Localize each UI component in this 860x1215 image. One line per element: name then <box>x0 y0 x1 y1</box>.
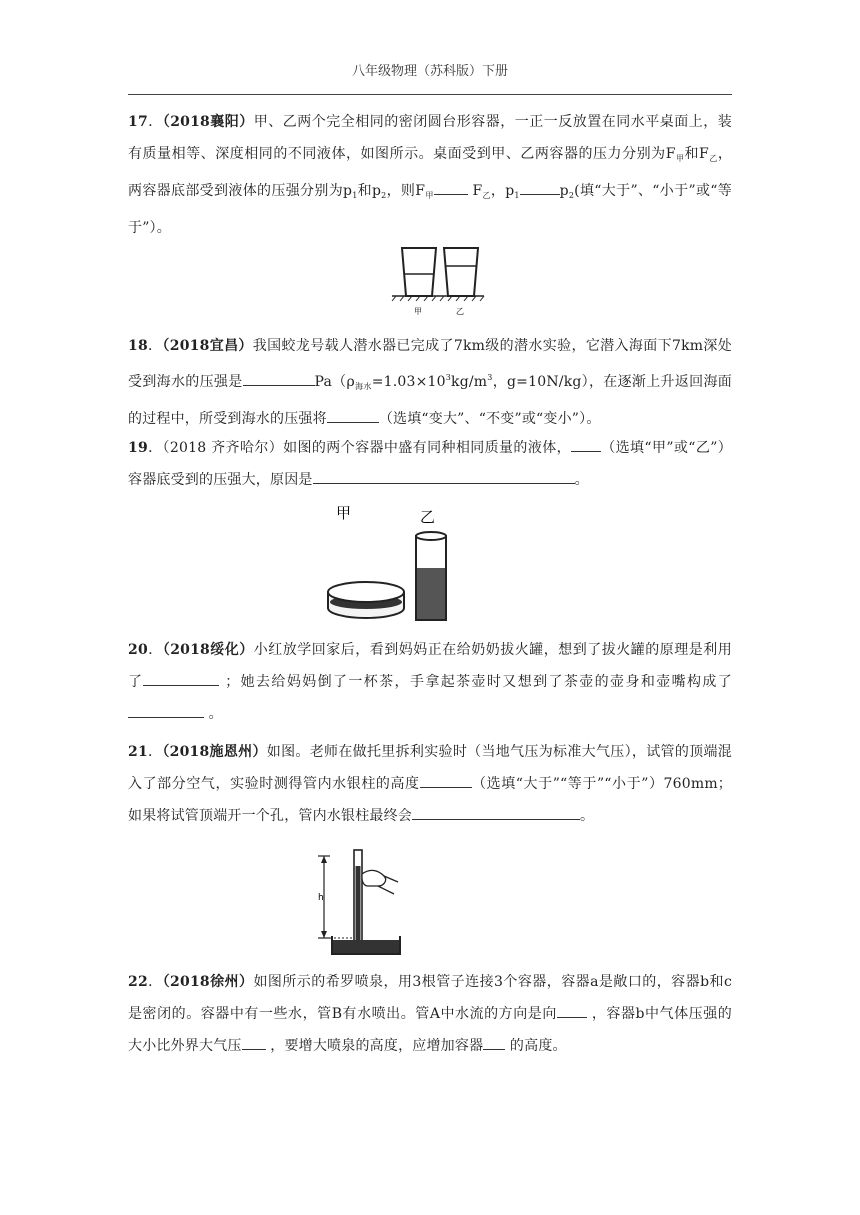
answer-blank[interactable] <box>571 436 601 452</box>
answer-blank[interactable] <box>434 179 468 195</box>
question-number: 22 <box>128 974 148 990</box>
page-header: 八年级物理（苏科版）下册 <box>351 64 508 79</box>
question-source: （2018 齐齐哈尔） <box>162 440 284 456</box>
label-jia: 甲 <box>414 307 422 316</box>
question-number: 19 <box>128 440 148 456</box>
question-19: 19．（2018 齐齐哈尔）如图的两个容器中盛有同种相同质量的液体， （选填“甲”或“乙”）容器底受到的压强大，原因是 。 <box>128 432 732 496</box>
answer-blank[interactable] <box>313 468 575 484</box>
question-number: 21 <box>128 744 148 760</box>
q21-torricelli-figure <box>312 846 406 958</box>
question-source: （2018宜昌） <box>162 338 253 354</box>
q19-containers-figure <box>322 500 454 626</box>
question-21: 21．（2018施恩州）如图。老师在做托里拆利实验时（当地气压为标准大气压），试管的顶端混入了部分空气，实验时测得管内水银柱的高度 （选填“大于”“等于”“小于”）760mm；如果将试管顶端开一个孔，管内水银柱最终会 。 <box>128 744 733 824</box>
question-17: 17．（2018襄阳）甲、乙两个完全相同的密闭圆台形容器，一正一反放置在同水平桌面上，装有质量相等、深度相同的不同液体，如图所示。桌面受到甲、乙两容器的压力分别为$F_甲$和$F_乙$，两容器底部受到液体的压强分别为$p_1$和$p_2$，则$F_甲$ $F_乙$，$p_1$ $p_2$(填“大于”、“小于”或“等于”）。 <box>128 114 733 236</box>
answer-blank[interactable] <box>128 702 204 718</box>
question-number: 20 <box>128 642 148 658</box>
header-rule <box>128 94 732 95</box>
question-number: 18 <box>128 338 148 354</box>
answer-blank[interactable] <box>420 772 472 788</box>
label-yi: 乙 <box>420 508 436 526</box>
answer-blank[interactable] <box>557 1002 587 1018</box>
q17-containers-figure <box>390 244 486 318</box>
question-number: 17 <box>128 114 148 130</box>
question-source: （2018施恩州） <box>162 744 267 760</box>
question-18: 18．（2018宜昌）我国蛟龙号载人潜水器已完成了7km级的潜水实验，它潜入海面下7km深处受到海水的压强是 $Pa(\rho_{海水}=1.03\times 10^3kg/m^3$，g=10N/kg），在逐渐上升返回海面的过程中，所受到海水的压强将 （选填“变大”、“不变”或“变小”）。 <box>128 338 733 427</box>
answer-blank[interactable] <box>243 370 315 386</box>
answer-blank[interactable] <box>520 179 560 195</box>
answer-blank[interactable] <box>327 407 379 423</box>
label-h: h <box>318 893 324 903</box>
label-jia: 甲 <box>336 504 352 522</box>
answer-blank[interactable] <box>412 804 580 820</box>
answer-blank[interactable] <box>143 670 219 686</box>
answer-blank[interactable] <box>242 1034 266 1050</box>
answer-blank[interactable] <box>483 1034 505 1050</box>
question-20: 20．（2018绥化）小红放学回家后，看到妈妈正在给奶奶拔火罐，想到了拔火罐的原理是利用了 ；她去给妈妈倒了一杯茶，手拿起茶壶时又想到了茶壶的壶身和壶嘴构成了 。 <box>128 642 732 722</box>
label-yi: 乙 <box>456 307 464 316</box>
question-22: 22．（2018徐州）如图所示的希罗喷泉，用3根管子连接3个容器，容器a是敞口的，容器b和c是密闭的。容器中有一些水，管B有水喷出。管A中水流的方向是向 ，容器b中气体压强的大小比外界大气压 ，要增大喷泉的高度，应增加容器 的高度。 <box>128 974 732 1054</box>
question-source: （2018绥化） <box>162 642 254 658</box>
question-source: （2018襄阳） <box>162 114 254 130</box>
question-source: （2018徐州） <box>162 974 254 990</box>
